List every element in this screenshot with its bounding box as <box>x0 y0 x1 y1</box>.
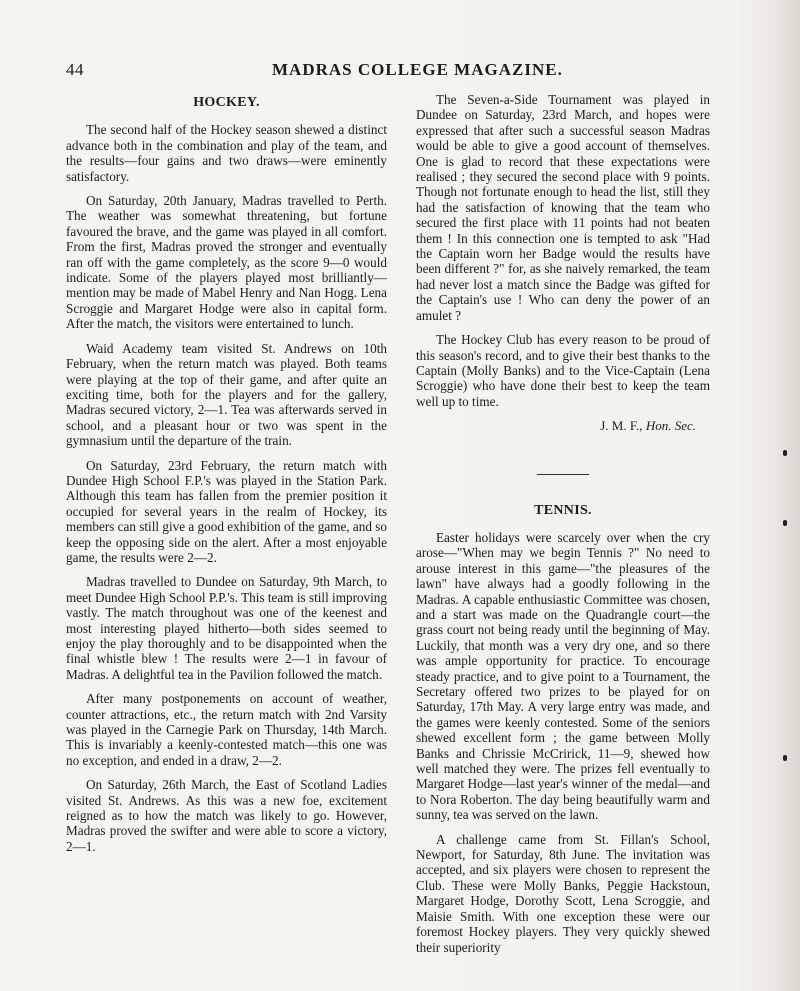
hockey-paragraph: On Saturday, 26th March, the East of Scotland Ladies visited St. Andrews. As this was a new foe, excitement reigned as to how the match was likely to go. However, Madras proved the swifter and were able to score a victory, 2—1. <box>66 777 387 854</box>
tennis-paragraph: A challenge came from St. Fillan's School, Newport, for Saturday, 8th June. The invitation was accepted, and six players were chosen to represent the Club. These were Molly Banks, Peggie Hackstoun, Margaret Hodge, Dorothy Scott, Lena Scroggie, and Maisie Smith. With one exception these were our foremost Hockey players. They very quickly shewed their superiority <box>416 831 710 955</box>
hockey-signoff <box>416 418 696 433</box>
signoff-name: J. M. F., <box>600 418 643 434</box>
hockey-paragraph: Waid Academy team visited St. Andrews on 10th February, when the return match was played. Both teams were playing at the top of their game, and after quite an exciting time, both for the players and for the gallery, Madras secured victory, 2—1. Tea was afterwards served in school, and a pleasant hour or two was spent in the gymnasium until the departure of the train. <box>66 340 387 449</box>
hockey-paragraph: After many postponements on account of weather, counter attractions, etc., the return match with 2nd Varsity was played in the Carnegie Park on Thursday, 14th March. This is invariably a keenly-contested match—this one was no exception, and ended in a draw, 2—2. <box>66 691 387 768</box>
hockey-paragraph: The Hockey Club has every reason to be proud of this season's record, and to give their best thanks to the Captain (Molly Banks) and to the Vice-Captain (Lena Scroggie) who have done their best to keep the team well up to time. <box>416 332 710 409</box>
scan-speck <box>783 520 787 526</box>
hockey-paragraph: On Saturday, 23rd February, the return match with Dundee High School F.P.'s was played in the Station Park. Although this team has fallen from the premier position it occupied for several years in the realm of Hockey, its members can still give a good exhibition of the game, and so keep the opposing side on the alert. After a most enjoyable game, the results were 2—2. <box>66 457 387 565</box>
tennis-heading: TENNIS. <box>534 502 592 518</box>
left-column <box>66 92 387 863</box>
hockey-paragraph: On Saturday, 20th January, Madras travelled to Perth. The weather was somewhat threatening, but fortune favoured the brave, and the game was played in all comfort. From the first, Madras proved the stronger and eventually ran off with the game completely, as the score 9—0 would indicate. Some of the players played most brilliantly—mention may be made of Mabel Henry and Nan Hogg. Lena Scroggie and Margaret Hodge were also in capital form. After the match, the visitors were entertained to lunch. <box>66 193 387 332</box>
section-divider <box>537 474 589 475</box>
running-head: MADRAS COLLEGE MAGAZINE. <box>272 60 563 79</box>
tennis-paragraph: Easter holidays were scarcely over when the cry arose—"When may we begin Tennis ?" No need to arouse interest in this game—"the pleasures of the lawn" have always had a goodly following in the Madras. A capable enthusiastic Committee was chosen, and a start was made on the Quadrangle court—the grass court not being ready until the beginning of May. Luckily, that month was a very dry one, and so there was ample opportunity for practice. To encourage steady practice, and to give point to a Tournament, the Secretary offered two prizes to be played for on Saturday, 17th May. A very large entry was made, and the games were keenly contested. Some of the seniors shewed excellent form ; the game between Molly Banks and Chrissie McCririck, 11—9, shewed how well matched they were. The prizes fell eventually to Margaret Hodge—last year's winner of the medal—and to Nora Roberton. The day being beautifully warm and sunny, tea was served on the lawn. <box>416 529 710 823</box>
hockey-paragraph: The Seven-a-Side Tournament was played in Dundee on Saturday, 23rd March, and hopes were expressed that after such a successful season Madras would be able to give a good account of themselves. One is glad to record that these expectations were realised ; they secured the second place with 9 points. Though not fortunate enough to head the list, still they had the satisfaction of knowing that the team who secured the first place with 11 points had not beaten them ! In this connection one is tempted to ask "Had the Captain worn her Badge would the results have been different ?" for, as she naively remarked, the team had never lost a match since the Badge was gifted for the Captain's use ! Who can deny the power of an amulet ? <box>416 92 710 323</box>
scan-speck <box>783 755 787 761</box>
hockey-paragraph: The second half of the Hockey season shewed a distinct advance both in the combination and play of the team, and the results—four gains and two draws—were eminently satisfactory. <box>66 122 387 184</box>
hockey-heading: HOCKEY. <box>193 95 260 110</box>
right-column <box>416 92 710 964</box>
page-number: 44 <box>66 60 84 79</box>
signoff-role: Hon. Sec. <box>645 418 696 434</box>
scan-speck <box>783 450 787 456</box>
hockey-paragraph: Madras travelled to Dundee on Saturday, 9th March, to meet Dundee High School P.P.'s. This team is still improving vastly. The match throughout was one of the keenest and most interesting played hitherto—both sides seemed to enjoy the play thoroughly and to be disappointed when the final whistle blew ! The results were 2—1 in favour of Madras. A delightful tea in the Pavilion followed the match. <box>66 574 387 682</box>
